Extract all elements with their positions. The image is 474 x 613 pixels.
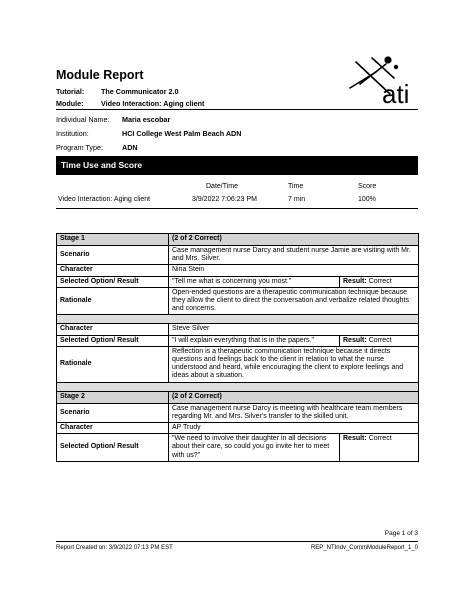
- selected-option-text: "I will explain everything that is in the papers.": [169, 335, 340, 346]
- table-spacer: [57, 382, 419, 391]
- result-label: Result:: [343, 435, 367, 443]
- time-use-row-time: 7 min: [288, 196, 306, 203]
- character-label: Character: [57, 265, 169, 276]
- report-title: Module Report: [56, 68, 144, 82]
- stage-title: Stage 2: [57, 391, 169, 403]
- time-use-heading: Time Use and Score: [56, 156, 418, 175]
- character-value: Nina Stein: [169, 265, 419, 276]
- individual-name-row: [56, 115, 170, 124]
- report-identifier: REP_NTIndv_CommModuleReport_1_0: [310, 545, 418, 551]
- rationale-label: Rationale: [57, 346, 169, 382]
- institution-label: Institution:: [56, 129, 89, 138]
- result-value: Correct: [368, 336, 392, 344]
- report-created-timestamp: Report Created on: 3/9/2022 07:13 PM EST: [56, 545, 173, 551]
- time-use-row-score: 100%: [358, 196, 376, 203]
- scenario-text: Case management nurse Darcy and student nurse Jamie are visiting with Mr. and Mrs. Silver.: [169, 246, 419, 265]
- col-score-header: Score: [358, 183, 377, 190]
- spacer-cell: [57, 382, 419, 391]
- time-use-section: [56, 156, 418, 209]
- ati-logo: [336, 54, 420, 106]
- stage-header-row: [57, 234, 419, 246]
- program-type-value: ADN: [122, 143, 138, 152]
- time-use-row-datetime: 3/9/2022 7:06:23 PM: [192, 196, 257, 203]
- time-use-row-name: Video Interaction: Aging client: [58, 196, 151, 203]
- stage-correct-count: (2 of 2 Correct): [169, 391, 419, 403]
- time-use-grid: [56, 175, 418, 209]
- character-value: AP Trudy: [169, 423, 419, 434]
- program-type-row: [56, 143, 138, 152]
- selected-option-label: Selected Option/ Result: [57, 276, 169, 287]
- individual-name-label: Individual Name:: [56, 115, 110, 124]
- character-label: Character: [57, 324, 169, 335]
- result-label: Result:: [343, 336, 367, 344]
- rationale-text: Open-ended questions are a therapeutic communication technique because they allow the client to direct the conversation and verbalize related thoughts and concerns.: [169, 287, 419, 315]
- result-label: Result:: [343, 277, 367, 285]
- rationale-row: [57, 287, 419, 315]
- scenario-label: Scenario: [57, 246, 169, 265]
- result-cell: [340, 276, 419, 287]
- program-type-label: Program Type:: [56, 143, 104, 152]
- selected-option-row: [57, 276, 419, 287]
- character-row: [57, 265, 419, 276]
- rationale-text: Reflection is a therapeutic communication technique because it directs questions and feelings back to the client in relation to what the nurse understood and heard, while encouraging the client to explore feelings and ideas about a situation.: [169, 346, 419, 382]
- character-row: [57, 423, 419, 434]
- character-value: Steve Silver: [169, 324, 419, 335]
- page-number: Page 1 of 3: [384, 530, 418, 537]
- scenario-row: [57, 403, 419, 422]
- individual-name-value: Maria escobar: [122, 115, 171, 124]
- selected-option-row: [57, 434, 419, 462]
- tutorial-label: Tutorial:: [56, 87, 85, 96]
- result-value: Correct: [368, 435, 392, 443]
- scenario-label: Scenario: [57, 403, 169, 422]
- footer-divider: [56, 541, 418, 542]
- character-row: [57, 324, 419, 335]
- module-value: Video Interaction: Aging client: [101, 99, 205, 108]
- result-cell: [340, 335, 419, 346]
- table-spacer: [57, 315, 419, 324]
- selected-option-label: Selected Option/ Result: [57, 335, 169, 346]
- stage-header-row: [57, 391, 419, 403]
- selected-option-label: Selected Option/ Result: [57, 434, 169, 462]
- tutorial-value: The Communicator 2.0: [101, 87, 179, 96]
- stage-correct-count: (2 of 2 Correct): [169, 234, 419, 246]
- result-value: Correct: [368, 277, 392, 285]
- institution-row: [56, 129, 241, 138]
- character-label: Character: [57, 423, 169, 434]
- rationale-label: Rationale: [57, 287, 169, 315]
- selected-option-text: "We need to involve their daughter in all decisions about their care, so could you go invite her to meet with us?": [169, 434, 340, 462]
- col-datetime-header: Date/Time: [206, 183, 239, 190]
- selected-option-text: "Tell me what is concerning you most.": [169, 276, 340, 287]
- rationale-row: [57, 346, 419, 382]
- institution-value: HCI College West Palm Beach ADN: [122, 129, 242, 138]
- spacer-cell: [57, 315, 419, 324]
- module-row: [56, 99, 204, 108]
- col-time-header: Time: [288, 183, 304, 190]
- selected-option-row: [57, 335, 419, 346]
- ati-logo-text: ati: [382, 79, 410, 106]
- tutorial-row: [56, 87, 178, 96]
- stage-title: Stage 1: [57, 234, 169, 246]
- stage-results-table: [56, 233, 419, 462]
- scenario-row: [57, 246, 419, 265]
- module-label: Module:: [56, 99, 84, 108]
- scenario-text: Case management nurse Darcy is meeting with healthcare team members regarding Mr. and Mrs. Silver's transfer to the skilled unit.: [169, 403, 419, 422]
- header-divider: [56, 109, 418, 110]
- result-cell: [340, 434, 419, 462]
